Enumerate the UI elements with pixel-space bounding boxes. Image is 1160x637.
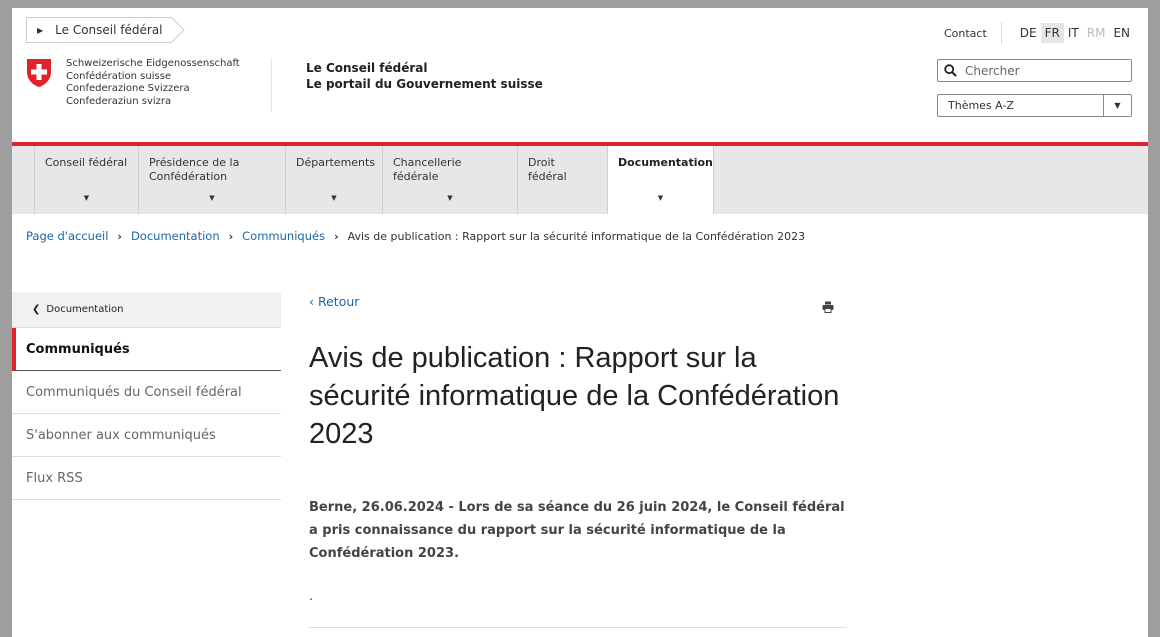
sidebar-item-communiques-cf[interactable]	[12, 371, 281, 414]
breadcrumb-current: Avis de publication : Rapport sur la sécurité informatique de la Confédération 2023	[347, 229, 806, 243]
portal-title-line1: Le Conseil fédéral	[306, 61, 428, 75]
chevron-down-icon: ▼	[83, 194, 90, 202]
sidebar-back-label: Documentation	[46, 304, 124, 315]
triangle-right-icon: ▶	[37, 25, 44, 35]
header-divider	[271, 58, 272, 112]
printer-icon	[822, 301, 834, 313]
breadcrumb-communiques[interactable]: Communiqués	[242, 229, 326, 243]
nav-label: Départements	[296, 156, 376, 169]
nav-label: Chancellerie fédérale	[393, 156, 462, 183]
logo-name-rm: Confederaziun svizra	[66, 95, 172, 107]
sidebar-item-label: Communiqués du Conseil fédéral	[26, 384, 242, 400]
nav-label-line2: Confédération	[149, 170, 228, 183]
lang-it[interactable]: IT	[1067, 26, 1079, 40]
language-switcher	[1016, 23, 1134, 43]
sidebar	[12, 292, 281, 500]
print-icon[interactable]	[822, 298, 834, 317]
search-icon	[944, 64, 957, 77]
chevron-down-icon: ▼	[1103, 95, 1131, 116]
portal-title-line2: Le portail du Gouvernement suisse	[306, 77, 543, 91]
chevron-down-icon: ▼	[209, 194, 215, 202]
breadcrumb-documentation[interactable]: Documentation	[130, 229, 220, 243]
page-title: Avis de publication : Rapport sur la sécurité informatique de la Confédération 2023	[309, 342, 840, 450]
themes-select[interactable]	[937, 94, 1132, 117]
trailing-text: .	[309, 589, 314, 604]
swiss-shield-icon	[26, 58, 52, 88]
sidebar-item-subscribe[interactable]	[12, 414, 281, 457]
nav-label: Documentation	[618, 156, 713, 169]
contact-link[interactable]: Contact	[943, 26, 987, 40]
chevron-right-icon: ›	[117, 229, 122, 243]
search-input[interactable]	[937, 59, 1132, 82]
search-placeholder: Chercher	[965, 63, 1020, 78]
confederation-names	[66, 58, 240, 108]
content-divider	[309, 627, 847, 628]
tab-arrow-icon	[171, 17, 185, 43]
breadcrumb-home[interactable]: Page d'accueil	[26, 229, 109, 243]
page	[12, 8, 1148, 637]
divider	[1001, 22, 1002, 44]
lang-de[interactable]: DE	[1019, 26, 1037, 40]
sidebar-item-label: Communiqués	[26, 341, 130, 357]
lang-fr[interactable]: FR	[1041, 23, 1064, 43]
nav-droit-federal[interactable]	[517, 146, 607, 214]
nav-conseil-federal[interactable]	[34, 146, 138, 214]
federal-administration-tab[interactable]	[26, 17, 185, 43]
gov-tab-label: Le Conseil fédéral	[55, 23, 163, 37]
nav-label: Conseil fédéral	[45, 156, 128, 169]
gov-tab-box	[26, 17, 171, 43]
sidebar-item-rss[interactable]	[12, 457, 281, 500]
chevron-right-icon: ›	[228, 229, 234, 243]
chevron-left-icon: ❮	[32, 304, 41, 315]
top-utilities	[944, 22, 1134, 44]
chevron-right-icon: ›	[334, 229, 339, 243]
main-navigation	[12, 146, 1148, 214]
nav-presidence[interactable]	[138, 146, 285, 214]
logo-name-fr: Confédération suisse	[66, 70, 172, 82]
themes-select-value: Thèmes A-Z	[948, 99, 1014, 112]
sidebar-back-link[interactable]	[12, 292, 281, 328]
logo-name-de: Schweizerische Eidgenossenschaft	[66, 58, 240, 69]
portal-title	[306, 60, 543, 92]
chevron-down-icon: ▼	[657, 194, 664, 202]
nav-chancellerie[interactable]	[382, 146, 517, 214]
chevron-down-icon: ▼	[447, 194, 453, 202]
sidebar-item-communiques[interactable]	[12, 328, 281, 371]
nav-departements[interactable]	[285, 146, 382, 214]
sidebar-item-label: S'abonner aux communiqués	[26, 427, 216, 443]
lang-rm: RM	[1086, 26, 1106, 40]
nav-label: Présidence de la	[149, 156, 240, 169]
back-link[interactable]: ‹ Retour	[309, 294, 360, 309]
breadcrumb	[26, 229, 805, 243]
swiss-logo[interactable]	[26, 58, 240, 108]
lang-en[interactable]: EN	[1113, 26, 1130, 40]
nav-label: Droit fédéral	[528, 156, 567, 183]
logo-name-it: Confederazione Svizzera	[66, 83, 190, 94]
lead-paragraph: Berne, 26.06.2024 - Lors de sa séance du 26 juin 2024, le Conseil fédéral a pris connaissance du rapport sur la sécurité informatique de la Confédération 2023.	[309, 500, 845, 561]
nav-documentation[interactable]	[607, 146, 714, 214]
chevron-down-icon: ▼	[331, 194, 337, 202]
sidebar-item-label: Flux RSS	[26, 470, 83, 486]
